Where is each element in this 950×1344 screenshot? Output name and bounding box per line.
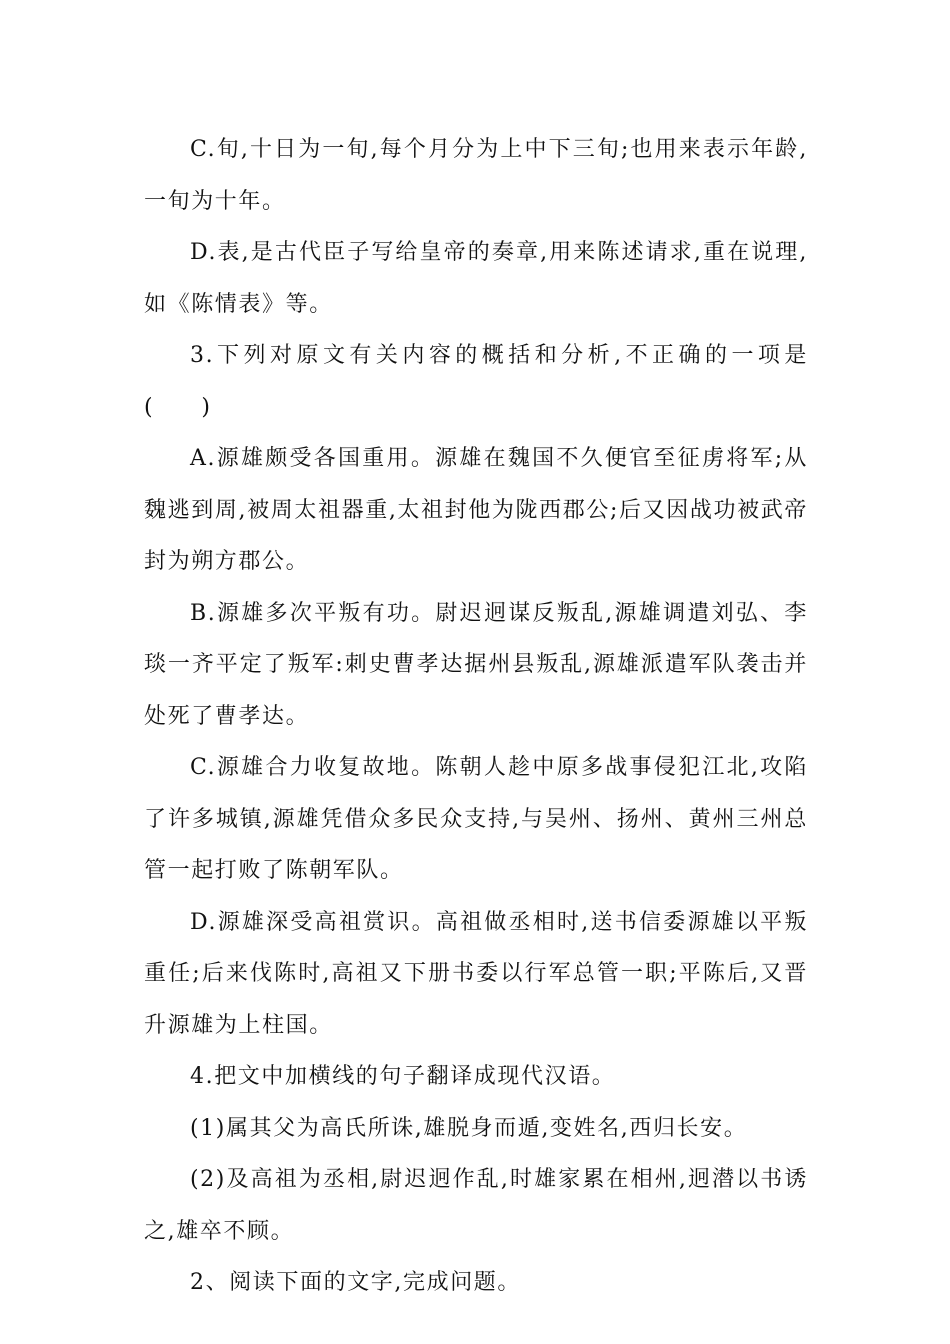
option-c-calendar-term: C.旬,十日为一旬,每个月分为上中下三旬;也用来表示年龄,一旬为十年。: [144, 137, 808, 214]
question-4-sentence-1: (1)属其父为高氏所诛,雄脱身而遁,变姓名,西归长安。: [190, 1115, 748, 1141]
section-2-heading: 2、阅读下面的文字,完成问题。: [190, 1270, 521, 1295]
question-3-option-a: A.源雄颇受各国重用。源雄在魏国不久便官至征虏将军;从魏逃到周,被周太祖器重,太祖封他为陇西郡公;后又因战功被武帝封为朔方郡公。: [144, 446, 808, 574]
question-3-prompt: 3.下列对原文有关内容的概括和分析,不正确的一项是( ): [144, 343, 808, 420]
question-4-prompt: 4.把文中加横线的句子翻译成现代汉语。: [190, 1064, 616, 1089]
document-body: [144, 124, 808, 1309]
option-d-memorial-term: D.表,是古代臣子写给皇帝的奏章,用来陈述请求,重在说理,如《陈情表》等。: [144, 240, 808, 317]
question-3-option-d: D.源雄深受高祖赏识。高祖做丞相时,送书信委源雄以平叛重任;后来伐陈时,高祖又下册书委以行军总管一职;平陈后,又晋升源雄为上柱国。: [144, 909, 808, 1038]
question-3-option-b: B.源雄多次平叛有功。尉迟迥谋反叛乱,源雄调遣刘弘、李琰一齐平定了叛军:刺史曹孝达据州县叛乱,源雄派遣军队袭击并处死了曹孝达。: [144, 600, 808, 729]
question-3-option-c: C.源雄合力收复故地。陈朝人趁中原多战事侵犯江北,攻陷了许多城镇,源雄凭借众多民众支持,与吴州、扬州、黄州三州总管一起打败了陈朝军队。: [144, 755, 808, 883]
question-4-sentence-2: (2)及高祖为丞相,尉迟迥作乱,时雄家累在相州,迥潜以书诱之,雄卒不顾。: [144, 1167, 808, 1244]
